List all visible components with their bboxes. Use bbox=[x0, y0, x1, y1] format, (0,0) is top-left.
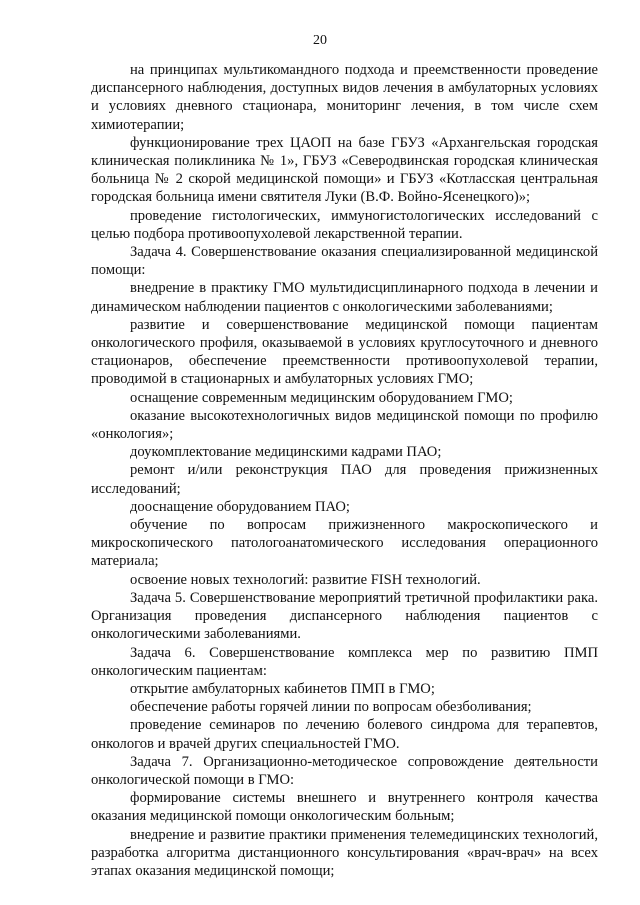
paragraph: формирование системы внешнего и внутреннего контроля качества оказания медицинской помощи онкологическим больным; bbox=[91, 790, 598, 825]
paragraph: внедрение и развитие практики применения телемедицинских технологий, разработка алгоритма дистанционного консультирования «врач-врач» на всех этапах оказания медицинской помощи; bbox=[91, 826, 598, 879]
paragraph: дооснащение оборудованием ПАО; bbox=[130, 498, 350, 515]
task-heading: Задача 4. Совершенствование оказания специализированной медицинской помощи: bbox=[91, 244, 598, 279]
paragraph: функционирование трех ЦАОП на базе ГБУЗ «Архангельская городская клиническая поликлиника № 1», ГБУЗ «Северодвинская городская клиническая больница № 2 скорой медицинской помощи» и ГБУЗ «Котласская центральная городская больница имени святителя Луки (В.Ф. Войно-Ясенецкого)»; bbox=[91, 134, 598, 206]
paragraph: обучение по вопросам прижизненного макроскопического и микроскопического патологоанатомического исследования операционного материала; bbox=[91, 517, 598, 570]
task-heading: Задача 7. Организационно-методическое сопровождение деятельности онкологической помощи в ГМО: bbox=[91, 753, 598, 788]
paragraph: доукомплектование медицинскими кадрами ПАО; bbox=[130, 444, 442, 461]
paragraph: открытие амбулаторных кабинетов ПМП в ГМО; bbox=[130, 680, 435, 697]
paragraph: проведение семинаров по лечению болевого синдрома для терапевтов, онкологов и врачей других специальностей ГМО. bbox=[91, 717, 598, 752]
paragraph: проведение гистологических, иммуногистологических исследований с целью подбора противоопухолевой лекарственной терапии. bbox=[91, 207, 598, 242]
page-number: 20 bbox=[313, 33, 327, 48]
text-body bbox=[91, 61, 598, 880]
paragraph: оказание высокотехнологичных видов медицинской помощи по профилю «онкология»; bbox=[91, 407, 598, 443]
paragraph: оснащение современным медицинским оборудованием ГМО; bbox=[130, 389, 513, 406]
paragraph: внедрение в практику ГМО мультидисциплинарного подхода в лечении и динамическом наблюдении пациентов с онкологическими заболеваниями; bbox=[91, 280, 598, 315]
paragraph: освоение новых технологий: развитие FISH технологий. bbox=[130, 571, 481, 588]
paragraph: на принципах мультикомандного подхода и преемственности проведение диспансерного наблюдения, доступных видов лечения в амбулаторных условиях и условиях дневного стационара, мониторинг лечения, в том числе схем химиотерапии; bbox=[91, 62, 598, 133]
paragraph: развитие и совершенствование медицинской помощи пациентам онкологического профиля, оказываемой в условиях круглосуточного и дневного стационаров, обеспечение преемственности противоопухолевой терапии, проводимой в стационарных и амбулаторных условиях ГМО; bbox=[91, 316, 598, 388]
paragraph: обеспечение работы горячей линии по вопросам обезболивания; bbox=[130, 699, 532, 716]
paragraph: ремонт и/или реконструкция ПАО для проведения прижизненных исследований; bbox=[91, 462, 598, 497]
task-heading: Задача 6. Совершенствование комплекса мер по развитию ПМП онкологическим пациентам: bbox=[91, 644, 598, 679]
task-heading: Задача 5. Совершенствование мероприятий третичной профилактики рака. Организация проведения диспансерного наблюдения пациентов с онкологическими заболеваниями. bbox=[91, 589, 598, 643]
